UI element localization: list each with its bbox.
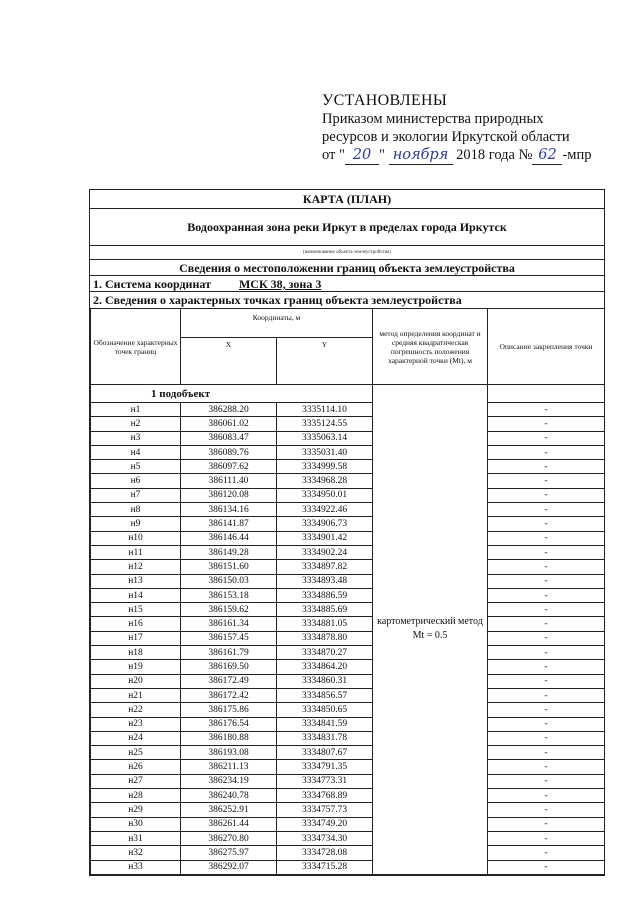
coord-y: 3334791.35 (277, 760, 373, 774)
table-row (91, 560, 605, 574)
desc-head-cell (488, 385, 605, 403)
header-x: X (181, 338, 277, 385)
point-id: н20 (91, 674, 181, 688)
approval-stamp (322, 92, 622, 165)
coord-x: 386161.34 (181, 617, 277, 631)
coord-x: 386151.60 (181, 560, 277, 574)
order-suffix: -мпр (562, 147, 592, 163)
coord-y: 3334902.24 (277, 545, 373, 559)
table-row (91, 631, 605, 645)
header-point: Обозначение характерных точек границ (91, 309, 181, 385)
point-description: - (488, 860, 605, 874)
coord-y: 3335063.14 (277, 431, 373, 445)
coord-y: 3334773.31 (277, 774, 373, 788)
coord-system-label: 1. Система координат (93, 277, 211, 291)
point-id: н12 (91, 560, 181, 574)
point-id: н18 (91, 646, 181, 660)
coord-y: 3334968.28 (277, 474, 373, 488)
point-id: н31 (91, 831, 181, 845)
coord-x: 386083.47 (181, 431, 277, 445)
point-description: - (488, 831, 605, 845)
point-id: н17 (91, 631, 181, 645)
coord-x: 386240.78 (181, 789, 277, 803)
point-description: - (488, 789, 605, 803)
coord-y: 3334922.46 (277, 503, 373, 517)
date-year: 2018 года № (456, 147, 533, 163)
table-row (91, 860, 605, 874)
coord-x: 386149.28 (181, 545, 277, 559)
point-id: н33 (91, 860, 181, 874)
point-id: н6 (91, 474, 181, 488)
point-description: - (488, 660, 605, 674)
point-description: - (488, 774, 605, 788)
date-quote: " (378, 147, 385, 163)
coord-y: 3334878.80 (277, 631, 373, 645)
point-description: - (488, 417, 605, 431)
coord-y: 3334881.05 (277, 617, 373, 631)
coord-x: 386141.87 (181, 517, 277, 531)
point-id: н5 (91, 460, 181, 474)
object-name: Водоохранная зона реки Иркут в пределах города Иркутск (187, 220, 507, 234)
table-row (91, 517, 605, 531)
approval-title: УСТАНОВЛЕНЫ (322, 92, 448, 109)
coord-y: 3334906.73 (277, 517, 373, 531)
date-prefix: от " (322, 147, 345, 163)
table-row (91, 431, 605, 445)
point-description: - (488, 445, 605, 459)
point-description: - (488, 531, 605, 545)
point-description: - (488, 403, 605, 417)
section-title: Сведения о местоположении границ объекта землеустройства (90, 259, 604, 276)
coord-x: 386180.88 (181, 731, 277, 745)
coord-y: 3335031.40 (277, 445, 373, 459)
point-id: н11 (91, 545, 181, 559)
point-description: - (488, 731, 605, 745)
point-id: н7 (91, 488, 181, 502)
coord-x: 386172.49 (181, 674, 277, 688)
point-description: - (488, 631, 605, 645)
coord-y: 3334999.58 (277, 460, 373, 474)
table-row (91, 531, 605, 545)
map-plan-form (89, 189, 605, 876)
table-row (91, 603, 605, 617)
coord-x: 386089.76 (181, 445, 277, 459)
table-row (91, 703, 605, 717)
table-row (91, 831, 605, 845)
object-caption: (наименование объекта землеустройства) (90, 245, 604, 259)
point-description: - (488, 846, 605, 860)
point-description: - (488, 560, 605, 574)
point-description: - (488, 717, 605, 731)
point-description: - (488, 674, 605, 688)
coord-x: 386120.08 (181, 488, 277, 502)
coord-x: 386234.19 (181, 774, 277, 788)
points-body (91, 385, 605, 875)
approval-date-line (322, 146, 622, 165)
coord-y: 3334749.20 (277, 817, 373, 831)
coord-y: 3334841.59 (277, 717, 373, 731)
point-description: - (488, 760, 605, 774)
coord-y: 3334734.30 (277, 831, 373, 845)
coord-x: 386176.54 (181, 717, 277, 731)
coord-y: 3334807.67 (277, 746, 373, 760)
table-row (91, 660, 605, 674)
approval-line-1: Приказом министерства природных (322, 111, 544, 127)
point-description: - (488, 588, 605, 602)
header-description: Описание закрепления точки (488, 309, 605, 385)
point-id: н1 (91, 403, 181, 417)
point-id: н24 (91, 731, 181, 745)
point-id: н28 (91, 789, 181, 803)
header-method: метод определения координат и средняя квадратическая погрешность положения характерной точки (Mt), м (373, 309, 488, 385)
point-description: - (488, 545, 605, 559)
point-description: - (488, 746, 605, 760)
table-row (91, 474, 605, 488)
coord-x: 386252.91 (181, 803, 277, 817)
coord-x: 386270.80 (181, 831, 277, 845)
point-id: н8 (91, 503, 181, 517)
coord-x: 386097.62 (181, 460, 277, 474)
coord-y: 3334870.27 (277, 646, 373, 660)
point-description: - (488, 517, 605, 531)
coord-x: 386211.13 (181, 760, 277, 774)
point-id: н2 (91, 417, 181, 431)
table-row (91, 789, 605, 803)
coord-y: 3334950.01 (277, 488, 373, 502)
coord-y: 3334728.08 (277, 846, 373, 860)
coord-x: 386175.86 (181, 703, 277, 717)
point-id: н13 (91, 574, 181, 588)
point-id: н3 (91, 431, 181, 445)
coord-x: 386292.07 (181, 860, 277, 874)
coord-system-row (90, 276, 604, 292)
point-description: - (488, 617, 605, 631)
table-row (91, 445, 605, 459)
header-coords: Координаты, м (181, 309, 373, 338)
table-row (91, 803, 605, 817)
point-id: н15 (91, 603, 181, 617)
coord-y: 3334864.20 (277, 660, 373, 674)
table-row (91, 545, 605, 559)
coord-x: 386134.16 (181, 503, 277, 517)
table-row (91, 674, 605, 688)
points-table (90, 308, 605, 875)
coord-x: 386150.03 (181, 574, 277, 588)
table-row (91, 488, 605, 502)
handwritten-order-number: 62 (532, 146, 562, 165)
point-id: н22 (91, 703, 181, 717)
point-description: - (488, 503, 605, 517)
table-row (91, 574, 605, 588)
coord-x: 386172.42 (181, 688, 277, 702)
table-row (91, 460, 605, 474)
coord-y: 3334757.73 (277, 803, 373, 817)
table-row (91, 774, 605, 788)
table-row (91, 417, 605, 431)
coord-x: 386275.97 (181, 846, 277, 860)
coord-x: 386288.20 (181, 403, 277, 417)
point-id: н23 (91, 717, 181, 731)
point-id: н16 (91, 617, 181, 631)
coord-x: 386169.50 (181, 660, 277, 674)
point-description: - (488, 646, 605, 660)
coord-y: 3334860.31 (277, 674, 373, 688)
coord-y: 3334831.78 (277, 731, 373, 745)
coord-y: 3334850.65 (277, 703, 373, 717)
coord-x: 386061.02 (181, 417, 277, 431)
point-id: н10 (91, 531, 181, 545)
coord-y: 3334885.69 (277, 603, 373, 617)
table-row (91, 731, 605, 745)
coord-y: 3334715.28 (277, 860, 373, 874)
point-description: - (488, 460, 605, 474)
coord-y: 3334893.48 (277, 574, 373, 588)
point-description: - (488, 803, 605, 817)
point-id: н25 (91, 746, 181, 760)
table-row (91, 760, 605, 774)
point-description: - (488, 431, 605, 445)
coord-y: 3334856.57 (277, 688, 373, 702)
coord-y: 3334901.42 (277, 531, 373, 545)
coord-x: 386159.62 (181, 603, 277, 617)
point-id: н14 (91, 588, 181, 602)
coord-x: 386111.40 (181, 474, 277, 488)
point-description: - (488, 488, 605, 502)
coord-system-value: МСК 38, зона 3 (238, 277, 322, 291)
point-id: н19 (91, 660, 181, 674)
header-y: Y (277, 338, 373, 385)
table-row (91, 588, 605, 602)
point-id: н9 (91, 517, 181, 531)
table-row (91, 403, 605, 417)
point-id: н32 (91, 846, 181, 860)
coord-y: 3334897.82 (277, 560, 373, 574)
coord-x: 386161.79 (181, 646, 277, 660)
point-id: н30 (91, 817, 181, 831)
coord-x: 386153.18 (181, 588, 277, 602)
table-row (91, 746, 605, 760)
point-id: н4 (91, 445, 181, 459)
point-id: н21 (91, 688, 181, 702)
table-row (91, 817, 605, 831)
table-row (91, 717, 605, 731)
table-row (91, 688, 605, 702)
coord-y: 3334886.59 (277, 588, 373, 602)
point-description: - (488, 574, 605, 588)
point-description: - (488, 817, 605, 831)
point-id: н29 (91, 803, 181, 817)
approval-line-2: ресурсов и экологии Иркутской области (322, 129, 570, 145)
point-description: - (488, 603, 605, 617)
coord-y: 3334768.89 (277, 789, 373, 803)
point-description: - (488, 703, 605, 717)
coord-x: 386261.44 (181, 817, 277, 831)
table-row (91, 503, 605, 517)
coord-x: 386157.45 (181, 631, 277, 645)
map-title: КАРТА (ПЛАН) (90, 190, 604, 209)
handwritten-month: ноября (389, 146, 453, 165)
table-row (91, 617, 605, 631)
point-description: - (488, 688, 605, 702)
table-row (91, 646, 605, 660)
point-description: - (488, 474, 605, 488)
table-row (91, 846, 605, 860)
coord-y: 3335124.55 (277, 417, 373, 431)
point-id: н26 (91, 760, 181, 774)
handwritten-day: 20 (345, 146, 379, 165)
coord-y: 3335114.10 (277, 403, 373, 417)
method-cell: картометрический метод Mt = 0.5 (373, 385, 488, 875)
coord-x: 386146.44 (181, 531, 277, 545)
points-title: 2. Сведения о характерных точках границ объекта землеустройства (93, 293, 462, 307)
coord-x: 386193.08 (181, 746, 277, 760)
subobject-label: 1 подобъект (91, 385, 373, 403)
point-id: н27 (91, 774, 181, 788)
